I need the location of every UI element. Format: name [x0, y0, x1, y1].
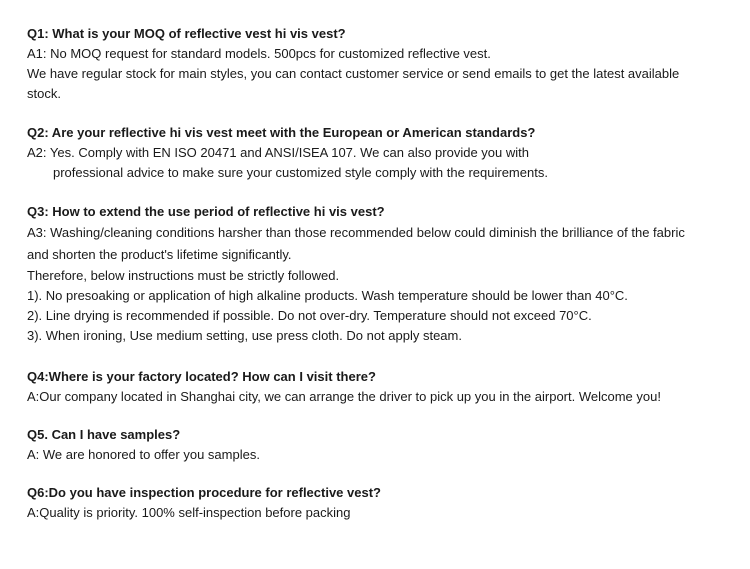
- faq-item-3: [27, 202, 727, 346]
- answer-3-line-1: A3: Washing/cleaning conditions harsher than those recommended below could diminish the brilliance of the fabric: [27, 225, 685, 240]
- question-1: Q1: What is your MOQ of reflective vest hi vis vest?: [27, 26, 346, 41]
- answer-3-line-3: Therefore, below instructions must be strictly followed.: [27, 268, 340, 283]
- answer-1-line-1: A1: No MOQ request for standard models. 500pcs for customized reflective vest.: [27, 46, 491, 61]
- answer-3-line-5: 2). Line drying is recommended if possible. Do not over-dry. Temperature should not exceed 70°C.: [27, 308, 592, 323]
- faq-item-5: [27, 425, 727, 465]
- answer-2-line-1: A2: Yes. Comply with EN ISO 20471 and ANSI/ISEA 107. We can also provide you with: [27, 145, 529, 160]
- answer-4-line-1: A:Our company located in Shanghai city, we can arrange the driver to pick up you in the airport. Welcome you!: [27, 389, 661, 404]
- question-3: Q3: How to extend the use period of reflective hi vis vest?: [27, 204, 385, 219]
- faq-item-1: [27, 24, 727, 104]
- spacer: [27, 407, 727, 425]
- faq-item-4: [27, 367, 727, 407]
- spacer: [27, 465, 727, 483]
- answer-3-line-4: 1). No presoaking or application of high alkaline products. Wash temperature should be lower than 40°C.: [27, 288, 628, 303]
- answer-1-line-2: We have regular stock for main styles, you can contact customer service or send emails to get the latest available: [27, 66, 680, 81]
- spacer: [27, 104, 727, 123]
- question-4: Q4:Where is your factory located? How can I visit there?: [27, 369, 376, 384]
- question-5: Q5. Can I have samples?: [27, 427, 181, 442]
- spacer: [27, 346, 727, 367]
- answer-3-line-2: and shorten the product's lifetime significantly.: [27, 247, 292, 262]
- answer-1-line-3: stock.: [27, 86, 61, 101]
- answer-3-line-6: 3). When ironing, Use medium setting, use press cloth. Do not apply steam.: [27, 328, 462, 343]
- answer-2-line-2: professional advice to make sure your customized style comply with the requirements.: [53, 165, 548, 180]
- answer-6-line-1: A:Quality is priority. 100% self-inspection before packing: [27, 505, 351, 520]
- faq-list: [27, 24, 727, 523]
- question-6: Q6:Do you have inspection procedure for reflective vest?: [27, 485, 381, 500]
- faq-item-2: [27, 123, 727, 183]
- spacer: [27, 183, 727, 202]
- answer-5-line-1: A: We are honored to offer you samples.: [27, 447, 260, 462]
- faq-item-6: [27, 483, 727, 523]
- question-2: Q2: Are your reflective hi vis vest meet with the European or American standards?: [27, 125, 536, 140]
